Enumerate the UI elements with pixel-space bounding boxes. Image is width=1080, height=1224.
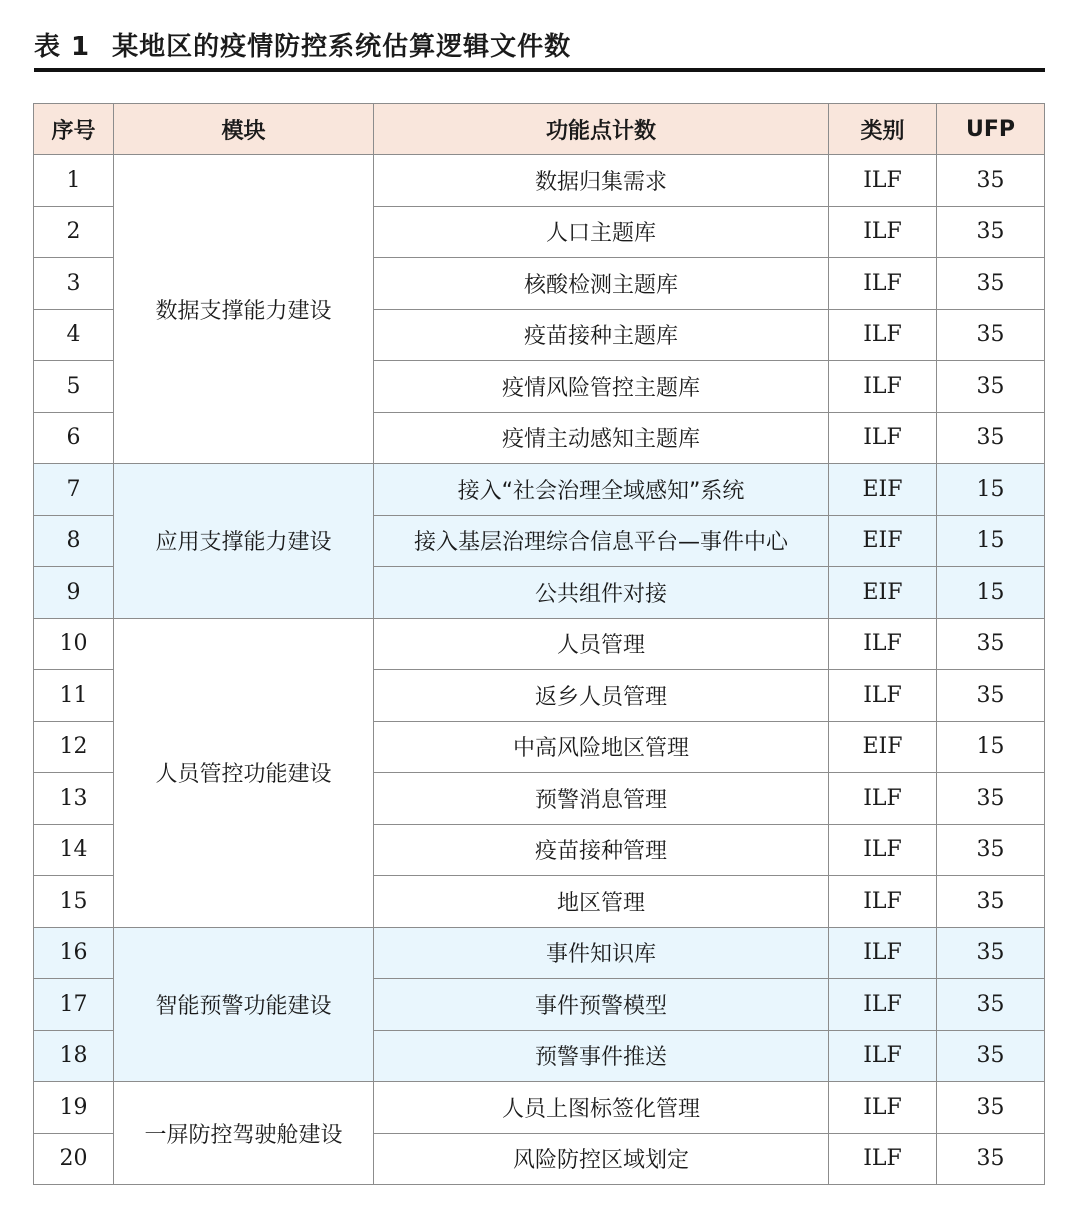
- row-number: 19: [34, 1082, 114, 1134]
- type-cell: ILF: [829, 412, 937, 464]
- table-row: [34, 1082, 1045, 1134]
- table-row: [34, 464, 1045, 516]
- function-point: 疫苗接种管理: [374, 824, 829, 876]
- function-point: 核酸检测主题库: [374, 258, 829, 310]
- table-body: [34, 155, 1045, 1185]
- function-point: 接入“社会治理全域感知”系统: [374, 464, 829, 516]
- ufp-cell: 35: [937, 670, 1045, 722]
- header-function-point: 功能点计数: [374, 104, 829, 155]
- function-point: 事件预警模型: [374, 979, 829, 1031]
- type-cell: EIF: [829, 515, 937, 567]
- type-cell: ILF: [829, 876, 937, 928]
- row-number: 9: [34, 567, 114, 619]
- row-number: 4: [34, 309, 114, 361]
- row-number: 5: [34, 361, 114, 413]
- function-point: 事件知识库: [374, 927, 829, 979]
- row-number: 11: [34, 670, 114, 722]
- ufp-cell: 35: [937, 258, 1045, 310]
- header-module: 模块: [114, 104, 374, 155]
- type-cell: ILF: [829, 309, 937, 361]
- ufp-cell: 35: [937, 979, 1045, 1031]
- module-name: 数据支撑能力建设: [114, 155, 374, 464]
- type-cell: ILF: [829, 927, 937, 979]
- ufp-cell: 35: [937, 876, 1045, 928]
- row-number: 16: [34, 927, 114, 979]
- row-number: 20: [34, 1133, 114, 1185]
- type-cell: ILF: [829, 824, 937, 876]
- table-number: 表 1: [34, 32, 91, 62]
- function-point: 风险防控区域划定: [374, 1133, 829, 1185]
- function-point: 人员管理: [374, 618, 829, 670]
- table-caption: 某地区的疫情防控系统估算逻辑文件数: [112, 32, 572, 62]
- ufp-cell: 15: [937, 721, 1045, 773]
- row-number: 3: [34, 258, 114, 310]
- module-name: 一屏防控驾驶舱建设: [114, 1082, 374, 1185]
- ufp-cell: 35: [937, 1133, 1045, 1185]
- type-cell: ILF: [829, 670, 937, 722]
- header-type: 类别: [829, 104, 937, 155]
- type-cell: ILF: [829, 1030, 937, 1082]
- ufp-cell: 15: [937, 515, 1045, 567]
- header-row: [34, 104, 1045, 155]
- function-point: 地区管理: [374, 876, 829, 928]
- row-number: 12: [34, 721, 114, 773]
- type-cell: ILF: [829, 258, 937, 310]
- function-point: 返乡人员管理: [374, 670, 829, 722]
- data-table: [33, 103, 1045, 1185]
- module-name: 智能预警功能建设: [114, 927, 374, 1082]
- function-point: 接入基层治理综合信息平台—事件中心: [374, 515, 829, 567]
- type-cell: ILF: [829, 773, 937, 825]
- header-no: 序号: [34, 104, 114, 155]
- row-number: 6: [34, 412, 114, 464]
- ufp-cell: 35: [937, 927, 1045, 979]
- function-point: 人口主题库: [374, 206, 829, 258]
- row-number: 17: [34, 979, 114, 1031]
- table-row: [34, 618, 1045, 670]
- row-number: 14: [34, 824, 114, 876]
- table-row: [34, 155, 1045, 207]
- ufp-cell: 15: [937, 567, 1045, 619]
- header-ufp: UFP: [937, 104, 1045, 155]
- row-number: 1: [34, 155, 114, 207]
- function-point: 人员上图标签化管理: [374, 1082, 829, 1134]
- function-point: 预警消息管理: [374, 773, 829, 825]
- ufp-cell: 15: [937, 464, 1045, 516]
- module-name: 应用支撑能力建设: [114, 464, 374, 619]
- ufp-cell: 35: [937, 618, 1045, 670]
- type-cell: EIF: [829, 721, 937, 773]
- row-number: 2: [34, 206, 114, 258]
- function-point: 预警事件推送: [374, 1030, 829, 1082]
- function-point: 数据归集需求: [374, 155, 829, 207]
- type-cell: ILF: [829, 618, 937, 670]
- ufp-cell: 35: [937, 155, 1045, 207]
- type-cell: ILF: [829, 361, 937, 413]
- ufp-cell: 35: [937, 1082, 1045, 1134]
- type-cell: ILF: [829, 206, 937, 258]
- type-cell: ILF: [829, 979, 937, 1031]
- row-number: 8: [34, 515, 114, 567]
- type-cell: EIF: [829, 567, 937, 619]
- row-number: 15: [34, 876, 114, 928]
- function-point: 疫苗接种主题库: [374, 309, 829, 361]
- ufp-cell: 35: [937, 206, 1045, 258]
- title-rule: [34, 68, 1045, 72]
- row-number: 10: [34, 618, 114, 670]
- function-point: 公共组件对接: [374, 567, 829, 619]
- ufp-cell: 35: [937, 1030, 1045, 1082]
- module-name: 人员管控功能建设: [114, 618, 374, 927]
- type-cell: EIF: [829, 464, 937, 516]
- table-row: [34, 927, 1045, 979]
- row-number: 18: [34, 1030, 114, 1082]
- table-title: [34, 26, 571, 63]
- row-number: 7: [34, 464, 114, 516]
- type-cell: ILF: [829, 1082, 937, 1134]
- function-point: 疫情主动感知主题库: [374, 412, 829, 464]
- ufp-cell: 35: [937, 773, 1045, 825]
- ufp-cell: 35: [937, 412, 1045, 464]
- function-point: 疫情风险管控主题库: [374, 361, 829, 413]
- ufp-cell: 35: [937, 361, 1045, 413]
- type-cell: ILF: [829, 155, 937, 207]
- ufp-cell: 35: [937, 824, 1045, 876]
- type-cell: ILF: [829, 1133, 937, 1185]
- ufp-cell: 35: [937, 309, 1045, 361]
- function-point: 中高风险地区管理: [374, 721, 829, 773]
- row-number: 13: [34, 773, 114, 825]
